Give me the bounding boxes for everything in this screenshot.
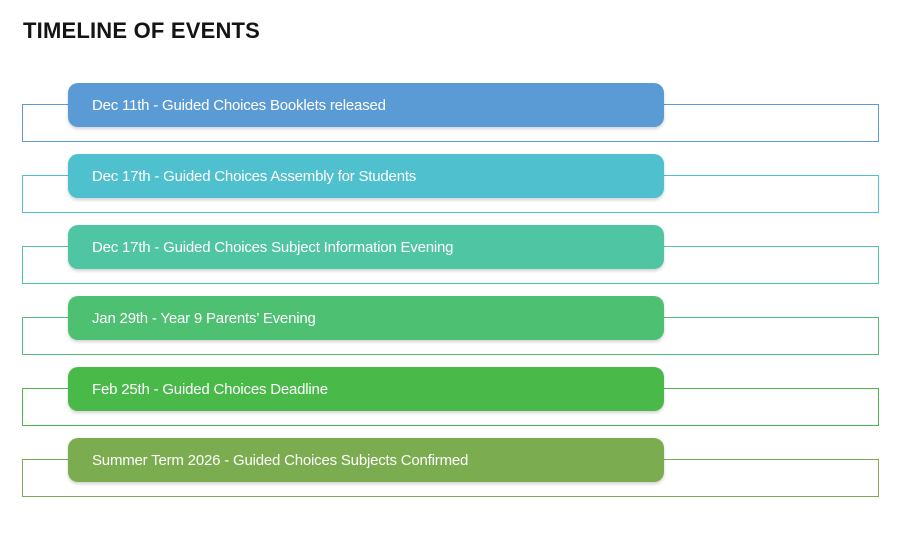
event-bar [68,83,664,127]
timeline-row [0,296,917,356]
timeline-row [0,83,917,143]
event-bar [68,154,664,198]
event-label: Dec 17th - Guided Choices Assembly for Students [92,167,417,185]
event-bar [68,225,664,269]
event-label: Summer Term 2026 - Guided Choices Subjects Confirmed [92,451,469,469]
timeline-row [0,367,917,427]
event-label: Feb 25th - Guided Choices Deadline [92,380,328,398]
event-bar [68,438,664,482]
event-bar [68,296,664,340]
event-label: Dec 11th - Guided Choices Booklets released [92,96,386,114]
timeline-row [0,438,917,498]
page-title: TIMELINE OF EVENTS [23,18,261,43]
event-label: Jan 29th - Year 9 Parents’ Evening [92,309,316,327]
timeline-row [0,225,917,285]
event-label: Dec 17th - Guided Choices Subject Information Evening [92,238,454,256]
timeline-row [0,154,917,214]
event-bar [68,367,664,411]
